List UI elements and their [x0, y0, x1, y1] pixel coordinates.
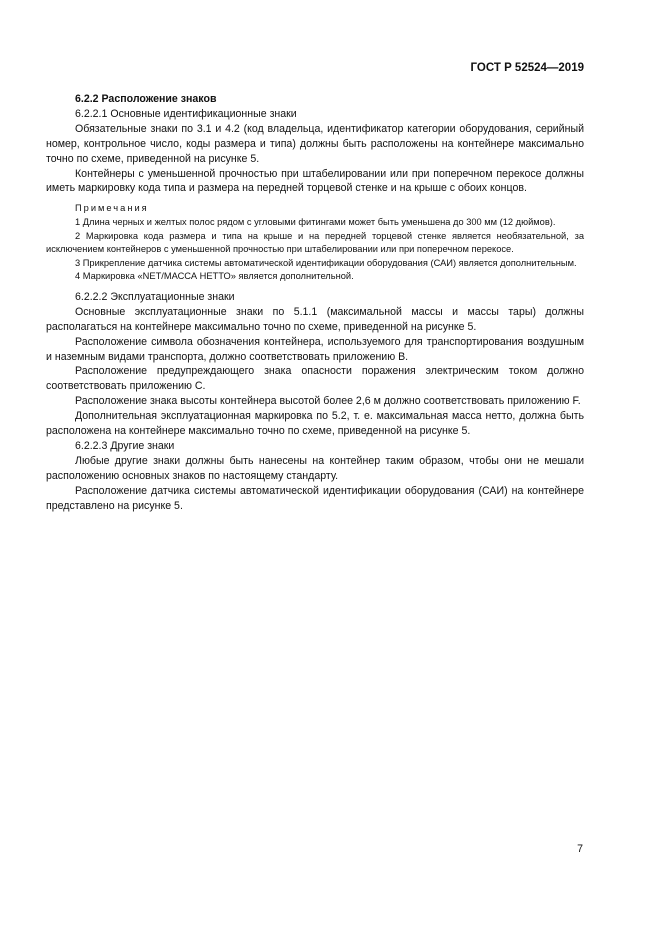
paragraph: Расположение символа обозначения контейнера, используемого для транспортирования воздушным и наземным видами транспорта, должно соответствовать приложению В. [46, 335, 584, 363]
standard-header: ГОСТ Р 52524—2019 [470, 62, 584, 74]
paragraph: Расположение датчика системы автоматической идентификации оборудования (САИ) на контейнере представлено на рисунке 5. [46, 484, 584, 512]
paragraph: Основные эксплуатационные знаки по 5.1.1 (максимальной массы и массы тары) должны располагаться на контейнере максимально точно по схеме, приведенной на рисунке 5. [46, 305, 584, 333]
paragraph: Дополнительная эксплуатационная маркировка по 5.2, т. е. максимальная масса нетто, должна быть расположена на контейнере максимально точно по схеме, приведенной на рисунке 5. [46, 410, 584, 438]
paragraph: Расположение предупреждающего знака опасности поражения электрическим током должно соответствовать приложению С. [46, 365, 584, 393]
note-item: 3 Прикрепление датчика системы автоматической идентификации оборудования (САИ) является дополнительным. [75, 257, 577, 268]
note-item: 2 Маркировка кода размера и типа на крыше и на передней торцевой стенке является необязательной, за исключением контейнеров с уменьшенной прочностью при штабелировании или при поперечном перекосе. [46, 230, 584, 255]
note-item: 1 Длина черных и желтых полос рядом с угловыми фитингами может быть уменьшена до 300 мм (12 дюймов). [75, 216, 556, 227]
page-number: 7 [577, 843, 583, 855]
note-item: 4 Маркировка «NET/МАССА НЕТТО» является дополнительной. [75, 271, 354, 282]
section-6-2-2-heading: 6.2.2 Расположение знаков [75, 93, 217, 105]
paragraph: Любые другие знаки должны быть нанесены на контейнер таким образом, чтобы они не мешали расположению основных знаков по настоящему стандарту. [46, 454, 584, 482]
notes-title: Примечания [75, 203, 149, 214]
document-body [46, 90, 584, 514]
paragraph: Расположение знака высоты контейнера высотой более 2,6 м должно соответствовать приложению F. [75, 395, 581, 408]
section-6-2-2-1-heading: 6.2.2.1 Основные идентификационные знаки [75, 107, 297, 120]
notes-block [46, 202, 584, 284]
section-6-2-2-2-heading: 6.2.2.2 Эксплуатационные знаки [75, 290, 235, 303]
section-6-2-2-3-heading: 6.2.2.3 Другие знаки [75, 439, 175, 452]
paragraph: Обязательные знаки по 3.1 и 4.2 (код владельца, идентификатор категории оборудования, серийный номер, контрольное число, коды размера и типа) должны быть расположены на контейнере максимально точно по схеме, приведенной на рисунке 5. [46, 122, 584, 165]
paragraph: Контейнеры с уменьшенной прочностью при штабелировании или при поперечном перекосе должны иметь маркировку кода типа и размера на передней торцевой стенке и на крыше с обоих концов. [46, 167, 584, 195]
